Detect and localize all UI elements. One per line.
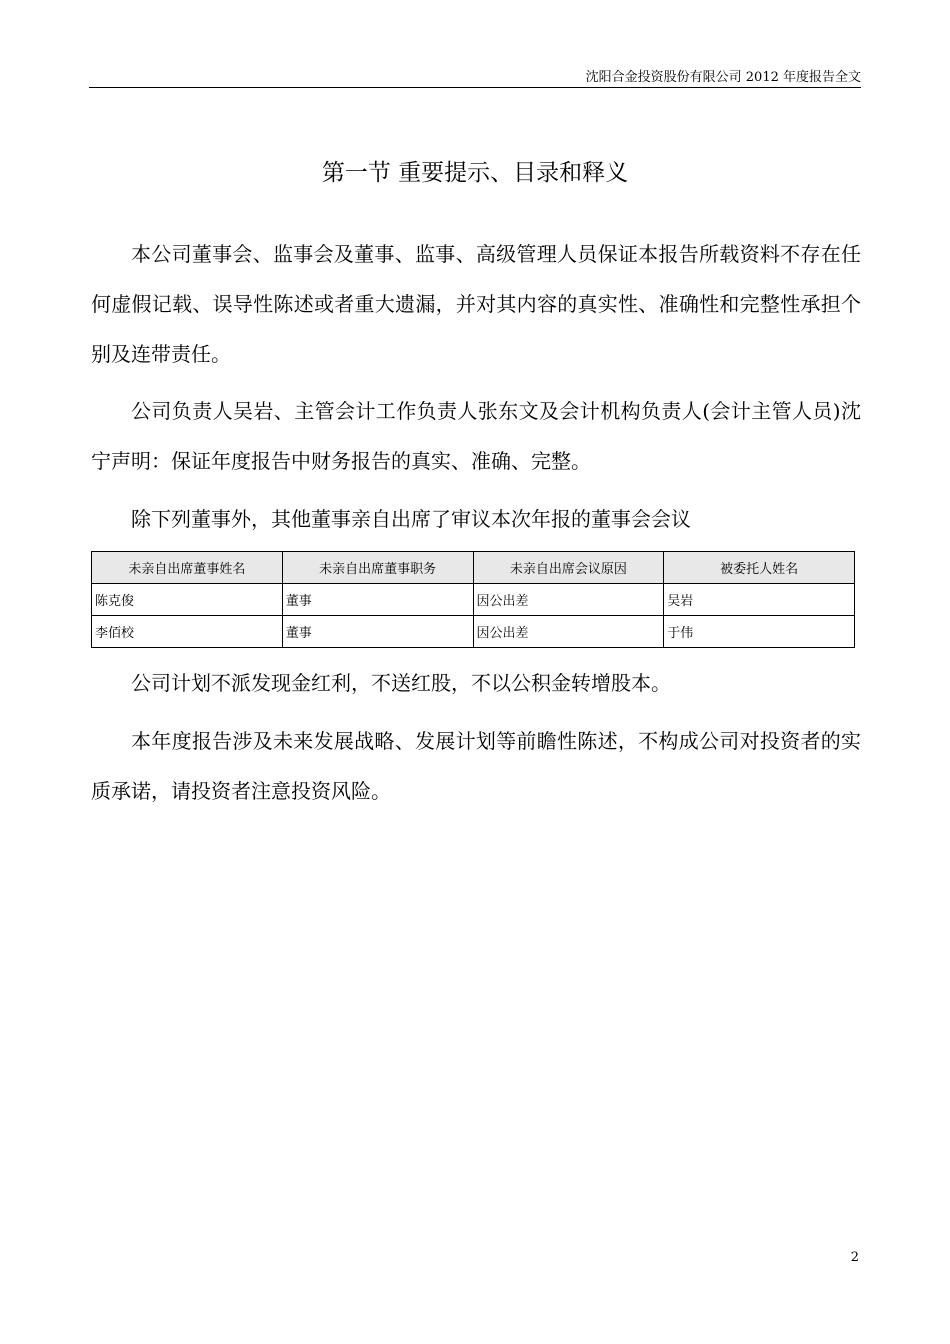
dividend-plan-statement: 公司计划不派发现金红利，不送红股，不以公积金转增股本。 <box>131 671 671 695</box>
board-attendance-note: 除下列董事外，其他董事亲自出席了审议本次年报的董事会会议 <box>131 507 691 531</box>
proxy-name-cell: 吴岩 <box>664 584 855 616</box>
header-divider <box>89 87 861 88</box>
forward-looking-disclaimer: 本年度报告涉及未来发展战略、发展计划等前瞻性陈述，不构成公司对投资者的实质承诺，请投资者注意投资风险。 <box>91 729 861 803</box>
director-position-cell: 董事 <box>282 616 473 648</box>
running-header: 沈阳合金投资股份有限公司 2012 年度报告全文 <box>585 70 861 85</box>
column-header: 未亲自出席会议原因 <box>473 552 664 584</box>
director-name-cell: 李佰校 <box>92 616 283 648</box>
director-position-cell: 董事 <box>282 584 473 616</box>
proxy-name-cell: 于伟 <box>664 616 855 648</box>
page-number: 2 <box>850 1250 859 1265</box>
column-header: 被委托人姓名 <box>664 552 855 584</box>
column-header: 未亲自出席董事职务 <box>282 552 473 584</box>
absent-directors-table <box>91 551 855 648</box>
absence-reason-cell: 因公出差 <box>473 616 664 648</box>
table-row <box>92 616 855 648</box>
financial-report-declaration: 公司负责人吴岩、主管会计工作负责人张东文及会计机构负责人(会计主管人员)沈宁声明：保证年度报告中财务报告的真实、准确、完整。 <box>91 399 861 473</box>
table-header-row <box>92 552 855 584</box>
table-row <box>92 584 855 616</box>
absence-reason-cell: 因公出差 <box>473 584 664 616</box>
director-name-cell: 陈克俊 <box>92 584 283 616</box>
responsibility-statement: 本公司董事会、监事会及董事、监事、高级管理人员保证本报告所载资料不存在任何虚假记载、误导性陈述或者重大遗漏，并对其内容的真实性、准确性和完整性承担个别及连带责任。 <box>91 242 861 366</box>
section-title: 第一节 重要提示、目录和释义 <box>321 160 629 186</box>
column-header: 未亲自出席董事姓名 <box>92 552 283 584</box>
